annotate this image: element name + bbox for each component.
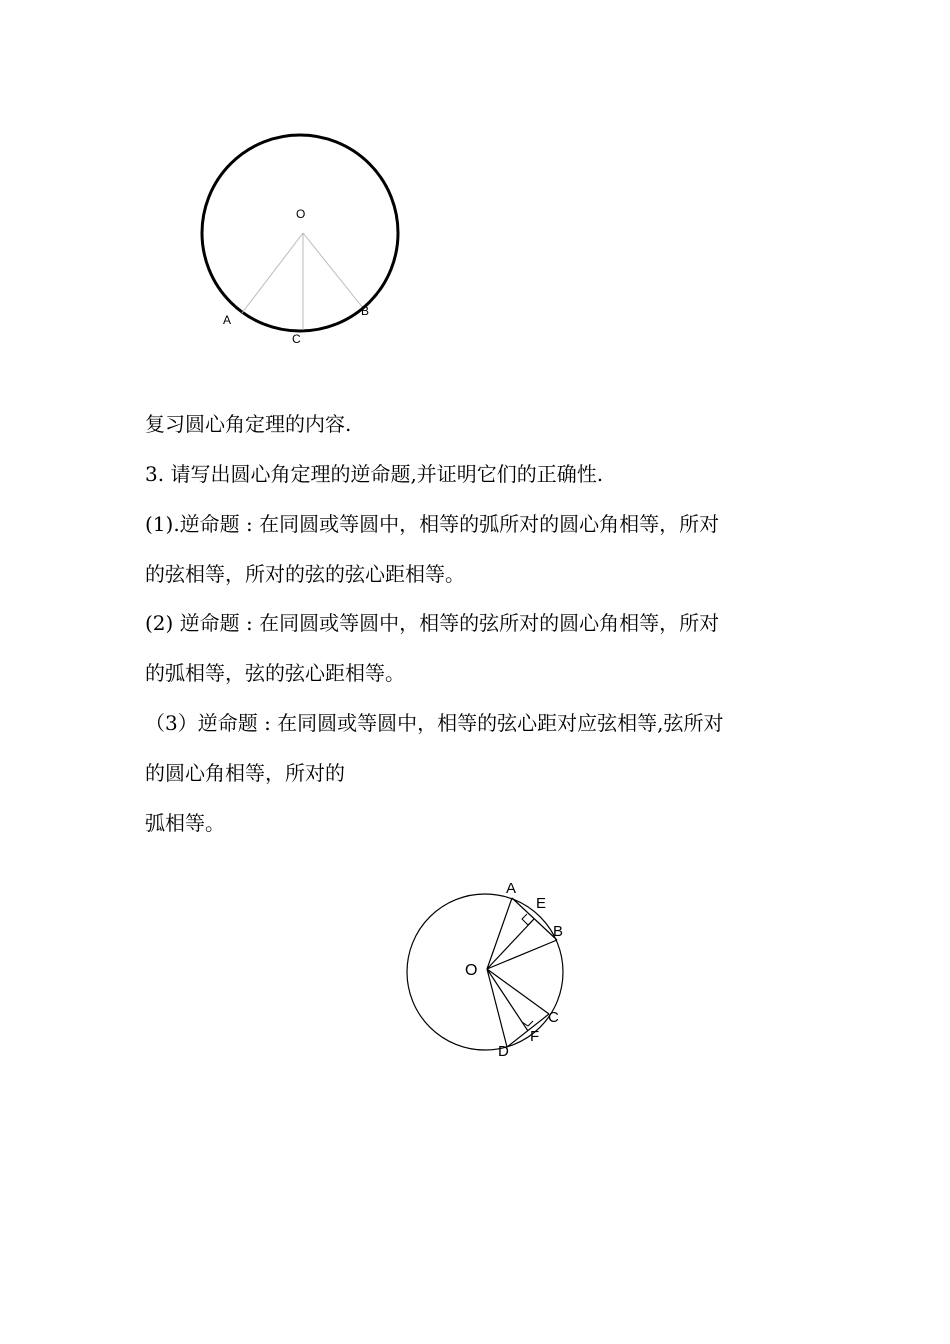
circle	[407, 894, 563, 1050]
right-angle-mark-e	[522, 914, 534, 925]
converse-2-line2: 的弧相等，弦的弦心距相等。	[145, 661, 405, 685]
radius-ob	[303, 233, 363, 308]
radius-ob	[487, 940, 557, 969]
converse-3-line2: 的圆心角相等，所对的	[145, 761, 345, 785]
circle	[202, 135, 398, 331]
label-a: A	[506, 880, 517, 897]
converse-1-line1: (1).逆命题 : 在同圆或等圆中，相等的弧所对的圆心角相等，所对	[145, 512, 720, 536]
label-o: O	[465, 962, 478, 979]
figure-circle-central-angle	[195, 135, 410, 350]
converse-1-line2: 的弦相等，所对的弦的弦心距相等。	[145, 562, 465, 586]
radius-oa	[242, 233, 303, 313]
figure-circle-chords	[400, 875, 575, 1060]
label-c: C	[292, 332, 301, 346]
label-f: F	[530, 1028, 540, 1045]
segment-oe	[487, 919, 534, 969]
converse-3-line1: （3）逆命题 : 在同圆或等圆中，相等的弦心距对应弦相等,弦所对	[145, 711, 724, 735]
converse-3-line3: 弧相等。	[145, 811, 225, 835]
label-e: E	[536, 895, 547, 912]
radius-oa	[487, 898, 512, 969]
label-b: B	[361, 304, 370, 318]
label-a: A	[223, 313, 232, 327]
label-d: D	[498, 1043, 509, 1060]
question-3: 3. 请写出圆心角定理的逆命题,并证明它们的正确性.	[145, 462, 604, 486]
converse-2-line1: (2) 逆命题 : 在同圆或等圆中，相等的弦所对的圆心角相等，所对	[145, 611, 720, 635]
label-c: C	[548, 1009, 559, 1026]
label-o: O	[296, 207, 306, 221]
label-b: B	[553, 923, 564, 940]
chord-ab	[512, 898, 557, 940]
review-text: 复习圆心角定理的内容.	[145, 412, 352, 436]
segment-of	[487, 969, 528, 1031]
